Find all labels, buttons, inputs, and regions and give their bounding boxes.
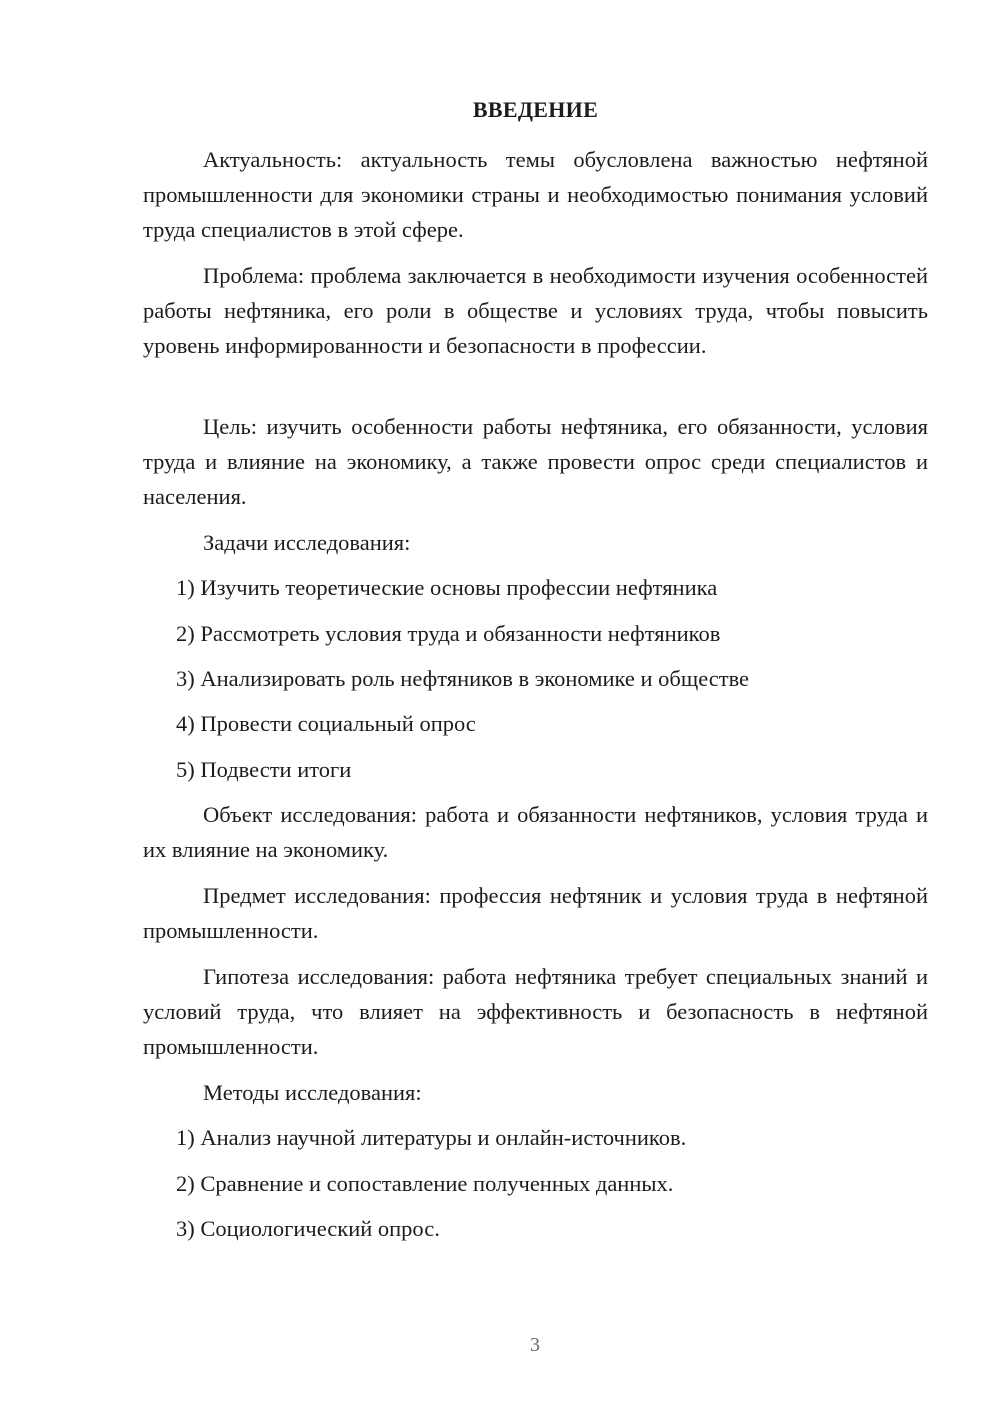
method-item-2: 2) Сравнение и сопоставление полученных данных. (176, 1171, 674, 1196)
paragraph-hypothesis: Гипотеза исследования: работа нефтяника требует специальных знаний и условий труда, что влияет на эффективность и безопасность в нефтяной промышленности. (143, 964, 928, 1059)
paragraph-problem: Проблема: проблема заключается в необходимости изучения особенностей работы нефтяника, его роли в обществе и условиях труда, чтобы повысить уровень информированности и безопасности в профессии. (143, 263, 928, 358)
method-item-1: 1) Анализ научной литературы и онлайн-источников. (176, 1125, 687, 1150)
paragraph-goal: Цель: изучить особенности работы нефтяника, его обязанности, условия труда и влияние на экономику, а также провести опрос среди специалистов и населения. (143, 414, 928, 509)
tasks-heading: Задачи исследования: (203, 530, 411, 555)
section-title: ВВЕДЕНИЕ (472, 97, 599, 122)
paragraph-relevance: Актуальность: актуальность темы обусловлена важностью нефтяной промышленности для экономики страны и необходимостью понимания условий труда специалистов в этой сфере. (143, 147, 928, 242)
task-item-2: 2) Рассмотреть условия труда и обязанности нефтяников (176, 621, 721, 646)
method-item-3: 3) Социологический опрос. (176, 1216, 440, 1241)
task-item-1: 1) Изучить теоретические основы профессии нефтяника (176, 575, 718, 600)
paragraph-object: Объект исследования: работа и обязанности нефтяников, условия труда и их влияние на экономику. (143, 802, 928, 862)
methods-heading: Методы исследования: (203, 1080, 422, 1105)
paragraph-subject: Предмет исследования: профессия нефтяник и условия труда в нефтяной промышленности. (143, 883, 928, 943)
task-item-3: 3) Анализировать роль нефтяников в экономике и обществе (176, 666, 750, 691)
page-number: 3 (530, 1334, 540, 1356)
task-item-5: 5) Подвести итоги (176, 757, 352, 782)
task-item-4: 4) Провести социальный опрос (176, 711, 476, 736)
